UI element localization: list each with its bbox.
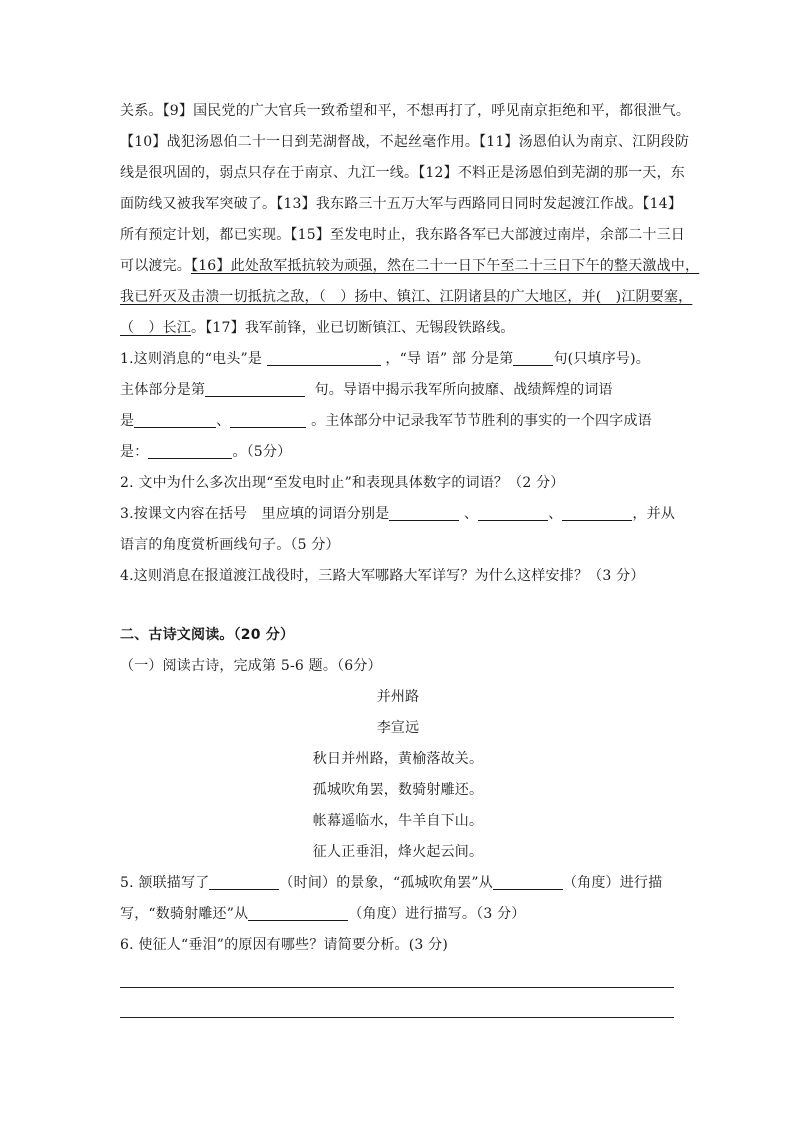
passage-line: 线是很巩固的，弱点只存在于南京、九江一线。【12】不料正是汤恩伯到芜湖的那一天，东 [120,165,686,181]
section-2-subheading: （一）阅读古诗，完成第 5-6 题。（6分） [120,658,382,674]
question-text: （时间）的景象，“孤城吹角罢”从 [279,875,493,891]
poem-author: 李宣远 [376,720,420,736]
question-1-line-1 [120,344,676,375]
question-text: 、 [216,413,231,429]
question-text: ，并从 [632,506,676,522]
answer-line[interactable] [120,1017,674,1018]
answer-blank[interactable] [230,412,306,428]
question-2: 2. 文中为什么多次出现“至发电时止”和表现具体数字的词语？（2 分） [120,475,565,491]
question-text: ，“导 语” 部 分是第 [385,351,514,367]
question-text: 1.这则消息的“电头”是 [120,351,263,367]
question-text: （角度）进行描 [562,875,663,891]
question-5-line-1 [120,868,676,899]
question-text: 是 [120,413,135,429]
passage-line: 【10】战犯汤恩伯二十一日到芜湖督战，不起丝毫作用。【11】汤恩伯认为南京、江阴段防 [120,134,690,150]
answer-blank[interactable] [478,505,548,521]
question-text: 、 [464,506,479,522]
question-text: （角度）进行描写。（3 分） [348,906,526,922]
question-text: 是： [120,444,149,460]
answer-blank[interactable] [134,412,216,428]
poem-line: 征人正垂泪，烽火起云间。 [312,844,484,860]
poem [120,682,676,868]
question-text: 。主体部分中记录我军节节胜利的事实的一个四字成语 [311,413,652,429]
passage-line [120,251,700,282]
question-6: 6. 使征人“垂泪”的原因有哪些？请简要分析。(3 分) [120,937,449,953]
question-1-line-2 [120,375,676,406]
poem-title: 并州路 [376,689,420,705]
question-text: 主体部分是第 [120,382,206,398]
passage-line: 面防线又被我军突破了。【13】我东路三十五万大军与西路同日同时发起渡江作战。【14】 [120,196,683,212]
answer-blank[interactable] [248,905,348,921]
answer-blank[interactable] [562,505,632,521]
poem-line: 帐幕遥临水，牛羊自下山。 [312,813,484,829]
passage-line [120,313,676,344]
answer-blank[interactable] [513,350,553,366]
question-text: 句。导语中揭示我军所向披靡、战绩辉煌的词语 [314,382,613,398]
answer-blank[interactable] [148,443,232,459]
exam-page [120,96,700,1018]
underlined-sentence: 【16】此处敌军抵抗较为顽强，然在二十一日下午至二十三日下午的整天激战中， [191,258,700,274]
answer-blank[interactable] [493,874,563,890]
question-1-line-4 [120,437,676,468]
question-3-line-2: 语言的角度赏析画线句子。（5 分） [120,537,340,553]
questions-5-6 [120,868,676,1018]
answer-blank[interactable] [389,505,459,521]
poem-line: 秋日并州路，黄榆落故关。 [312,751,484,767]
answer-line[interactable] [120,987,674,988]
underlined-sentence: （ ）长江 [120,320,191,336]
section-2-heading: 二、古诗文阅读。（20 分） [120,627,295,643]
question-3-line-1 [120,499,676,530]
questions-1-4 [120,344,676,592]
question-text: 3.按课文内容在括号 里应填的词语分别是 [120,506,390,522]
news-passage [120,96,700,344]
question-text: 句(只填序号)。 [553,351,650,367]
passage-line: 所有预定计划，都已实现。【15】至发电时止，我东路各军已大部渡过南岸，余部二十三日 [120,227,686,243]
passage-text: 可以渡完。 [120,258,191,274]
passage-text: 。【17】我军前锋，业已切断镇江、无锡段铁路线。 [191,320,515,336]
question-text: 写，“数骑射雕还”从 [120,906,249,922]
answer-blank[interactable] [205,381,305,397]
passage-line: 关系。【9】国民党的广大官兵一致希望和平，不想再打了，呼见南京拒绝和平，都很泄气。 [120,103,691,119]
answer-blank[interactable] [267,350,381,366]
question-text: 。（5分） [232,444,292,460]
question-1-line-3 [120,406,676,437]
underlined-sentence: 我已歼灭及击溃一切抵抗之敌，（ ）扬中、镇江、江阴诸县的广大地区，并( )江阴要塞， [120,289,693,305]
question-5-line-2 [120,899,676,930]
question-text: 、 [548,506,563,522]
question-4: 4.这则消息在报道渡江战役时，三路大军哪路大军详写？为什么这样安排？（3 分） [120,568,645,584]
question-text: 5. 颔联描写了 [120,875,210,891]
poem-line: 孤城吹角罢，数骑射雕还。 [312,782,484,798]
answer-blank[interactable] [209,874,279,890]
